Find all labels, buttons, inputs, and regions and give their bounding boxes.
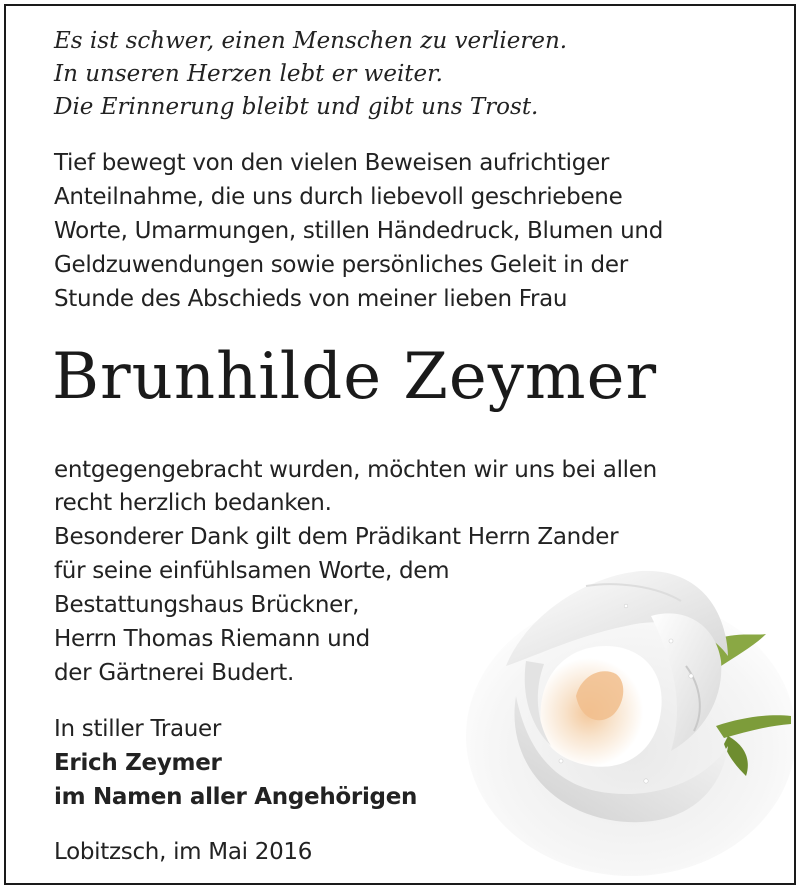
intro-line-4: Geldzuwendungen sowie persönliches Geleit in der bbox=[54, 252, 628, 278]
white-rose-image bbox=[466, 546, 796, 876]
thanks-line-7: der Gärtnerei Budert. bbox=[54, 660, 295, 686]
thanks-line-6: Herrn Thomas Riemann und bbox=[54, 626, 370, 652]
intro-line-5: Stunde des Abschieds von meiner lieben Frau bbox=[54, 286, 568, 312]
thanks-line-4: für seine einfühlsamen Worte, dem bbox=[54, 558, 450, 584]
intro-line-1: Tief bewegt von den vielen Beweisen aufrichtiger bbox=[54, 150, 610, 176]
signature-intro: In stiller Trauer bbox=[54, 716, 222, 742]
intro-line-3: Worte, Umarmungen, stillen Händedruck, Blumen und bbox=[54, 218, 663, 244]
signature-name: Erich Zeymer bbox=[54, 750, 222, 776]
obituary-card bbox=[4, 4, 796, 885]
thanks-line-1: entgegengebracht wurden, möchten wir uns bei allen bbox=[54, 457, 657, 483]
signature-family: im Namen aller Angehörigen bbox=[54, 784, 418, 810]
place-date: Lobitzsch, im Mai 2016 bbox=[54, 839, 313, 865]
thanks-line-5: Bestattungshaus Brückner, bbox=[54, 592, 360, 618]
quote-line-2: In unseren Herzen lebt er weiter. bbox=[54, 61, 443, 87]
intro-line-2: Anteilnahme, die uns durch liebevoll geschriebene bbox=[54, 184, 623, 210]
thanks-line-3: Besonderer Dank gilt dem Prädikant Herrn Zander bbox=[54, 524, 619, 550]
quote-line-3: Die Erinnerung bleibt und gibt uns Trost. bbox=[54, 94, 539, 120]
thanks-line-2: recht herzlich bedanken. bbox=[54, 490, 332, 516]
deceased-name: Brunhilde Zeymer bbox=[52, 340, 658, 414]
quote-line-1: Es ist schwer, einen Menschen zu verlieren. bbox=[54, 28, 568, 54]
